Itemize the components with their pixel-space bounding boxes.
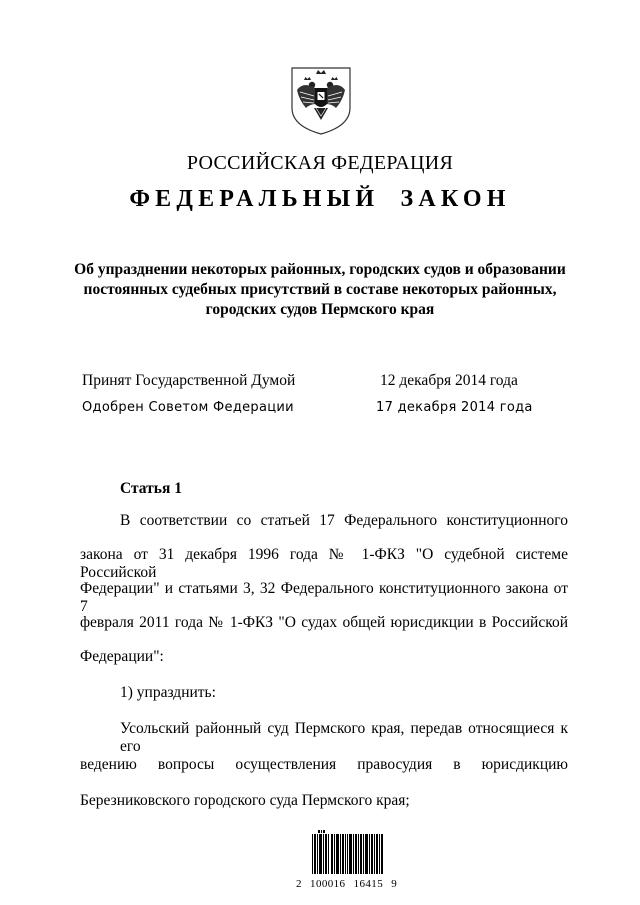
law-title-line: постоянных судебных присутствий в составе некоторых районных, [83, 281, 557, 298]
duma-date: 12 декабря 2014 года [380, 372, 518, 389]
council-date: 17 декабря 2014 года [376, 400, 533, 415]
paragraph-line: Березниковского городского суда Пермского края; [80, 792, 410, 809]
list-item: 1) упразднить: [120, 684, 216, 701]
article-heading: Статья 1 [120, 480, 182, 497]
paragraph-line: Федерации" и статьями 3, 32 Федерального конституционного закона от 7 [80, 580, 568, 615]
barcode-number: 2 100016 16415 9 [296, 878, 398, 890]
paragraph-line: февраля 2011 года № 1-ФКЗ "О судах общей юрисдикции в Российской [80, 614, 568, 631]
law-title-line: городских судов Пермского края [205, 301, 435, 318]
paragraph-line: Федерации": [80, 648, 164, 665]
council-label: Одобрен Советом Федерации [82, 400, 294, 415]
coat-of-arms-icon [290, 64, 352, 136]
paragraph-line: закона от 31 декабря 1996 года № 1-ФКЗ "О судебной системе Российской [80, 546, 568, 581]
duma-label: Принят Государственной Думой [82, 372, 296, 389]
paragraph-line: ведению вопросы осуществления правосудия в юрисдикцию [80, 756, 568, 773]
law-title-line: Об упразднении некоторых районных, городских судов и образовании [74, 261, 566, 278]
paragraph-line: В соответствии со статьей 17 Федерального конституционного [120, 512, 568, 529]
law-type-heading: ФЕДЕРАЛЬНЫЙ ЗАКОН [129, 186, 511, 212]
paragraph-line: Усольский районный суд Пермского края, передав относящиеся к его [120, 720, 568, 755]
law-title [70, 260, 570, 320]
country-heading: РОССИЙСКАЯ ФЕДЕРАЦИЯ [186, 152, 454, 174]
barcode-icon [308, 830, 388, 876]
